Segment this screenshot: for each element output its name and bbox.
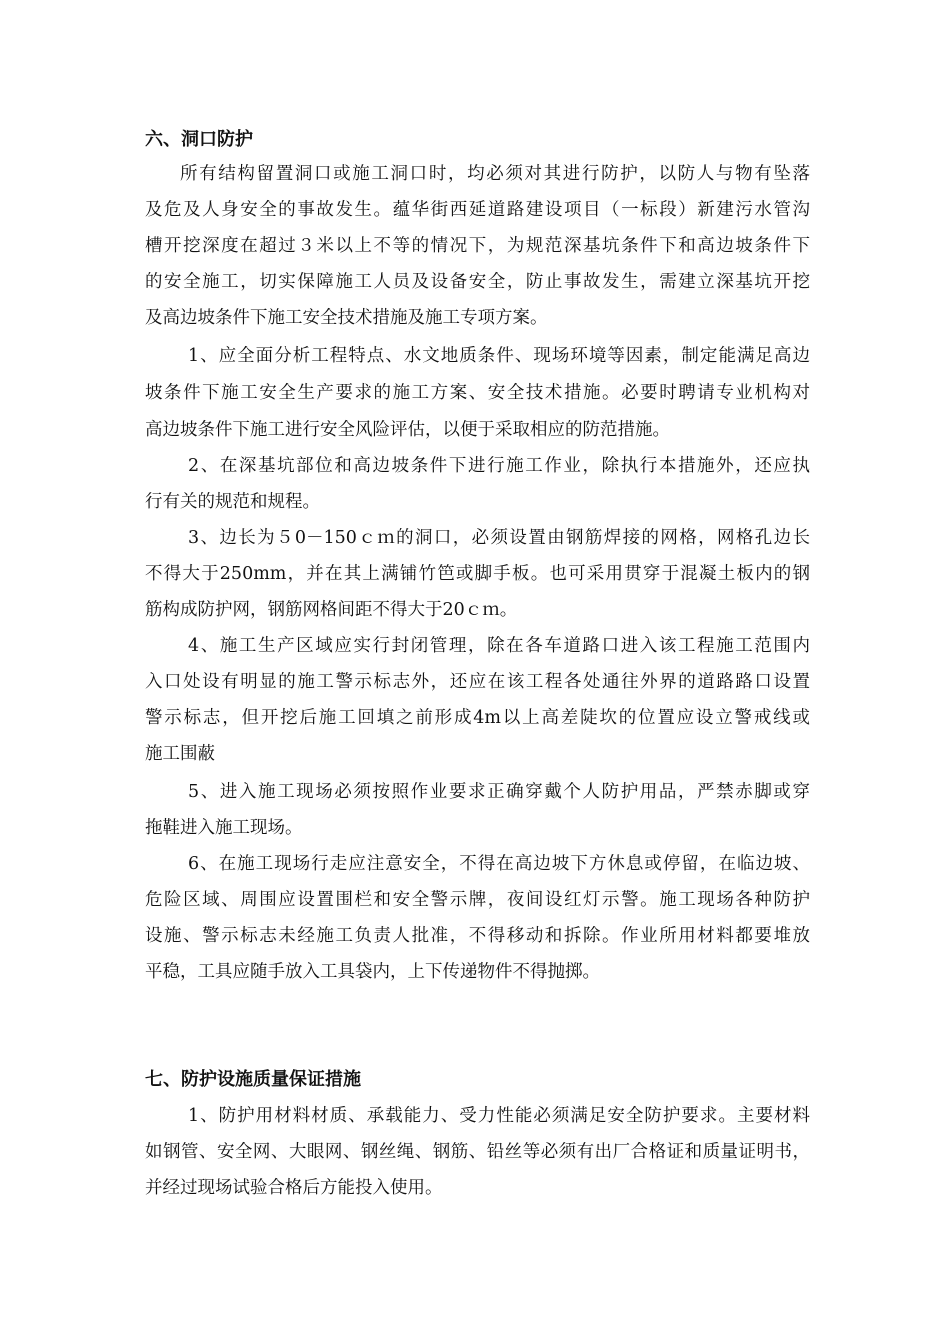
section-6-item-2-line: 行有关的规范和规程。 [145, 492, 320, 512]
section-6-intro-line: 的安全施工，切实保障施工人员及设备安全，防止事故发生，需建立深基坑开挖 [145, 272, 810, 292]
section-7-item-1-line: 1、防护用材料材质、承载能力、受力性能必须满足安全防护要求。主要材料 [188, 1106, 810, 1126]
section-6-item-4-line: 4、施工生产区域应实行封闭管理，除在各车道路口进入该工程施工范围内 [188, 636, 810, 656]
section-6-item-6-line: 设施、警示标志未经施工负责人批准，不得移动和拆除。作业所用材料都要堆放 [145, 926, 810, 946]
section-6-intro-line: 及高边坡条件下施工安全技术措施及施工专项方案。 [145, 308, 548, 328]
section-6-item-4-line: 警示标志，但开挖后施工回填之前形成4m以上高差陡坎的位置应设立警戒线或 [145, 708, 810, 728]
section-7-item-1-line: 并经过现场试验合格后方能投入使用。 [145, 1178, 443, 1198]
section-6-item-2-line: 2、在深基坑部位和高边坡条件下进行施工作业，除执行本措施外，还应执 [188, 456, 810, 476]
section-7-title: 七、防护设施质量保证措施 [145, 1069, 361, 1090]
section-7-item-1-line: 如钢管、安全网、大眼网、钢丝绳、钢筋、铅丝等必须有出厂合格证和质量证明书， [145, 1142, 810, 1162]
section-6-intro-line: 槽开挖深度在超过３米以上不等的情况下，为规范深基坑条件下和高边坡条件下 [145, 236, 810, 256]
section-6-item-3-line: 不得大于250mm，并在其上满铺竹笆或脚手板。也可采用贯穿于混凝土板内的钢 [145, 564, 810, 584]
section-6-item-6-line: 6、在施工现场行走应注意安全，不得在高边坡下方休息或停留，在临边坡、 [188, 854, 810, 874]
section-6-item-4-line: 入口处设有明显的施工警示标志外，还应在该工程各处通往外界的道路路口设置 [145, 672, 810, 692]
section-6-item-3-line: 筋构成防护网，钢筋网格间距不得大于20ｃｍ。 [145, 600, 518, 620]
section-6-intro-line: 所有结构留置洞口或施工洞口时，均必须对其进行防护，以防人与物有坠落 [180, 164, 810, 184]
section-6-item-1-line: 1、应全面分析工程特点、水文地质条件、现场环境等因素，制定能满足高边 [188, 346, 810, 366]
section-6-item-5-line: 5、进入施工现场必须按照作业要求正确穿戴个人防护用品，严禁赤脚或穿 [188, 782, 810, 802]
section-6-title: 六、洞口防护 [145, 129, 253, 150]
section-6-item-1-line: 坡条件下施工安全生产要求的施工方案、安全技术措施。必要时聘请专业机构对 [145, 383, 810, 403]
section-6-item-6-line: 危险区域、周围应设置围栏和安全警示牌，夜间设红灯示警。施工现场各种防护 [145, 890, 810, 910]
section-6-item-3-line: 3、边长为５0－150ｃｍ的洞口，必须设置由钢筋焊接的网格，网格孔边长 [188, 528, 810, 548]
section-6-item-1-line: 高边坡条件下施工进行安全风险评估，以便于采取相应的防范措施。 [145, 420, 670, 440]
section-6-item-5-line: 拖鞋进入施工现场。 [145, 818, 303, 838]
section-6-intro-line: 及危及人身安全的事故发生。蕴华街西延道路建设项目（一标段）新建污水管沟 [145, 200, 810, 220]
section-6-item-4-line: 施工围蔽 [145, 744, 215, 764]
section-6-item-6-line: 平稳，工具应随手放入工具袋内，上下传递物件不得抛掷。 [145, 962, 600, 982]
